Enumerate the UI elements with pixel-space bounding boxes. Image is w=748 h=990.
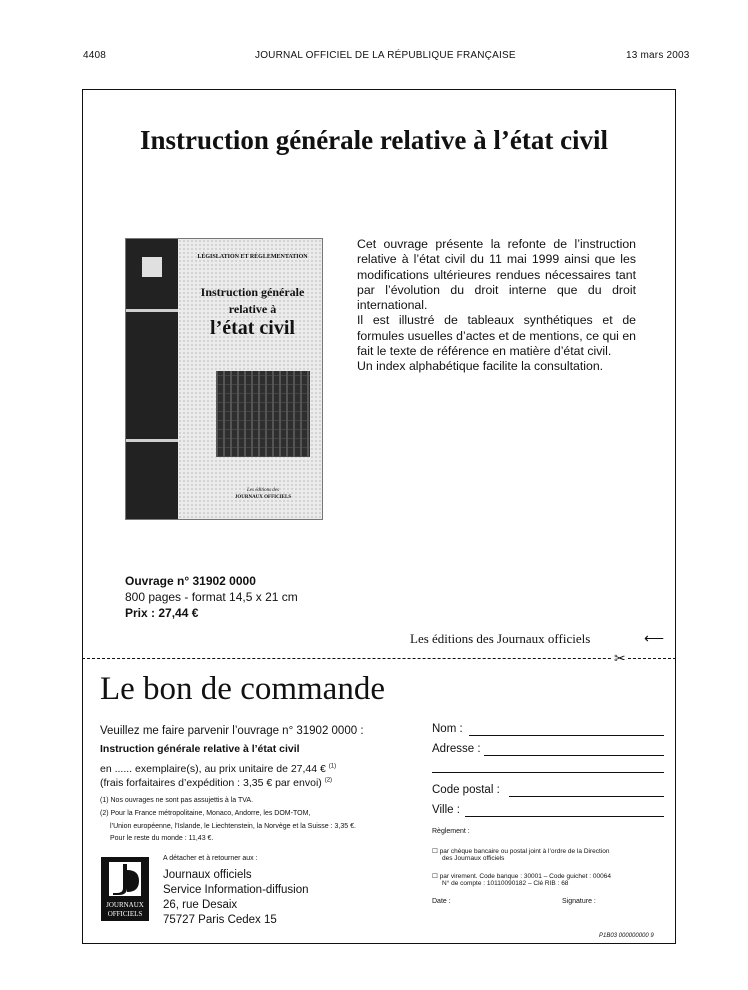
journaux-officiels-logo <box>101 857 149 921</box>
adresse-field-line2[interactable] <box>432 772 664 773</box>
code-postal-label: Code postal : <box>432 784 500 796</box>
ville-label: Ville : <box>432 804 460 816</box>
code-postal-field[interactable] <box>509 796 664 797</box>
reference-code: P1B03 000000000 9 <box>599 933 654 939</box>
description-paragraph: Il est illustré de tableaux synthétiques et de formules usuelles d’actes et de mentions, ce qui en fait le texte de référence en matière d’état civil. <box>357 313 636 359</box>
order-form-title: Le bon de commande <box>100 671 385 707</box>
virement-text-line1: par virement. Code banque : 30001 – Code guichet : 00064 <box>439 873 611 880</box>
cheque-text-line2: des Journaux officiels <box>442 855 505 862</box>
quantity-footnote-ref: (1) <box>328 763 337 770</box>
nom-label: Nom : <box>432 723 463 735</box>
cover-title-line1: Instruction générale <box>200 285 305 299</box>
cover-photo <box>216 371 310 457</box>
order-request: Veuillez me faire parvenir l’ouvrage n° 31902 0000 : <box>100 725 364 737</box>
book-price: Prix : 27,44 € <box>125 606 199 620</box>
virement-option[interactable] <box>432 872 611 880</box>
book-cover-image <box>125 238 323 520</box>
footnote-2-line3: Pour le reste du monde : 11,43 €. <box>110 835 214 842</box>
ouvrage-number: Ouvrage n° 31902 0000 <box>125 574 256 588</box>
address-line: 75727 Paris Cedex 15 <box>163 914 277 926</box>
ville-field[interactable] <box>465 816 664 817</box>
description-paragraph: Cet ouvrage présente la refonte de l’instruction relative à l’état civil du 11 mai 1999 ainsi que les modifications ultérieures rendues nécessaires tant par l’évolution du droit interne que du droit international. <box>357 237 636 313</box>
footnote-1: (1) Nos ouvrages ne sont pas assujettis à la TVA. <box>100 797 254 804</box>
order-book-title: Instruction générale relative à l’état civil <box>100 743 300 755</box>
return-label: A détacher et à retourner aux : <box>163 855 258 862</box>
description-paragraph: Un index alphabétique facilite la consultation. <box>357 359 604 374</box>
jo-logo-icon <box>109 862 141 896</box>
reglement-label: Règlement : <box>432 828 470 835</box>
ad-title: Instruction générale relative à l’état civil <box>139 125 609 155</box>
address-line: Journaux officiels <box>163 869 252 881</box>
adresse-label: Adresse : <box>432 743 481 755</box>
issue-date: 13 mars 2003 <box>626 50 690 61</box>
checkbox-icon[interactable]: ☐ <box>432 848 438 855</box>
page-number: 4408 <box>83 50 107 61</box>
checkbox-icon[interactable]: ☐ <box>432 873 438 880</box>
cover-title-line3: l’état civil <box>210 317 295 339</box>
spine-stripe <box>126 309 178 312</box>
signature-label: Signature : <box>562 898 596 905</box>
cut-line <box>82 658 676 659</box>
adresse-field[interactable] <box>484 755 664 756</box>
shipping-text: (frais forfaitaires d’expédition : 3,35 € par envoi) <box>100 777 322 789</box>
footnote-2-line1: (2) Pour la France métropolitaine, Monaco, Andorre, les DOM-TOM, <box>100 810 311 817</box>
cover-series: LÉGISLATION ET RÉGLEMENTATION <box>197 254 308 260</box>
address-line: Service Information-diffusion <box>163 884 309 896</box>
arrow-left-icon: ⟵ <box>644 630 665 646</box>
nom-field[interactable] <box>469 735 664 736</box>
publisher-name: Les éditions des Journaux officiels <box>410 631 591 646</box>
cover-spine <box>126 239 178 519</box>
book-specs <box>125 573 298 621</box>
shipping-line <box>100 777 332 789</box>
scissors-icon: ✂ <box>614 650 626 666</box>
cover-publisher-line2: JOURNAUX OFFICIELS <box>234 495 292 500</box>
address-line: 26, rue Desaix <box>163 899 238 911</box>
cheque-option[interactable] <box>432 847 609 855</box>
logo-text-line2: OFFICIELS <box>107 910 143 918</box>
shipping-footnote-ref: (2) <box>324 777 333 784</box>
virement-text-line2: N° de compte : 10110090182 – Clé RIB : 68 <box>442 880 569 887</box>
quantity-line <box>100 763 336 775</box>
date-label: Date : <box>432 898 451 905</box>
book-format: 800 pages - format 14,5 x 21 cm <box>125 590 298 604</box>
cover-publisher-line1: Les éditions des <box>247 488 279 493</box>
quantity-text: en ...... exemplaire(s), au prix unitaire de 27,44 € <box>100 763 326 775</box>
logo-text-line1: JOURNAUX <box>106 901 144 909</box>
publisher-mark-icon <box>142 257 162 277</box>
cheque-text-line1: par chèque bancaire ou postal joint à l’ordre de la Direction <box>439 848 610 855</box>
journal-title: JOURNAL OFFICIEL DE LA RÉPUBLIQUE FRANÇAISE <box>255 50 516 61</box>
book-description <box>357 237 636 375</box>
footnote-2-line2: l’Union européenne, l’Islande, le Liechtenstein, la Norvège et la Suisse : 3,35 €. <box>110 823 356 830</box>
cover-title-line2: relative à <box>228 302 277 316</box>
spine-stripe <box>126 439 178 442</box>
